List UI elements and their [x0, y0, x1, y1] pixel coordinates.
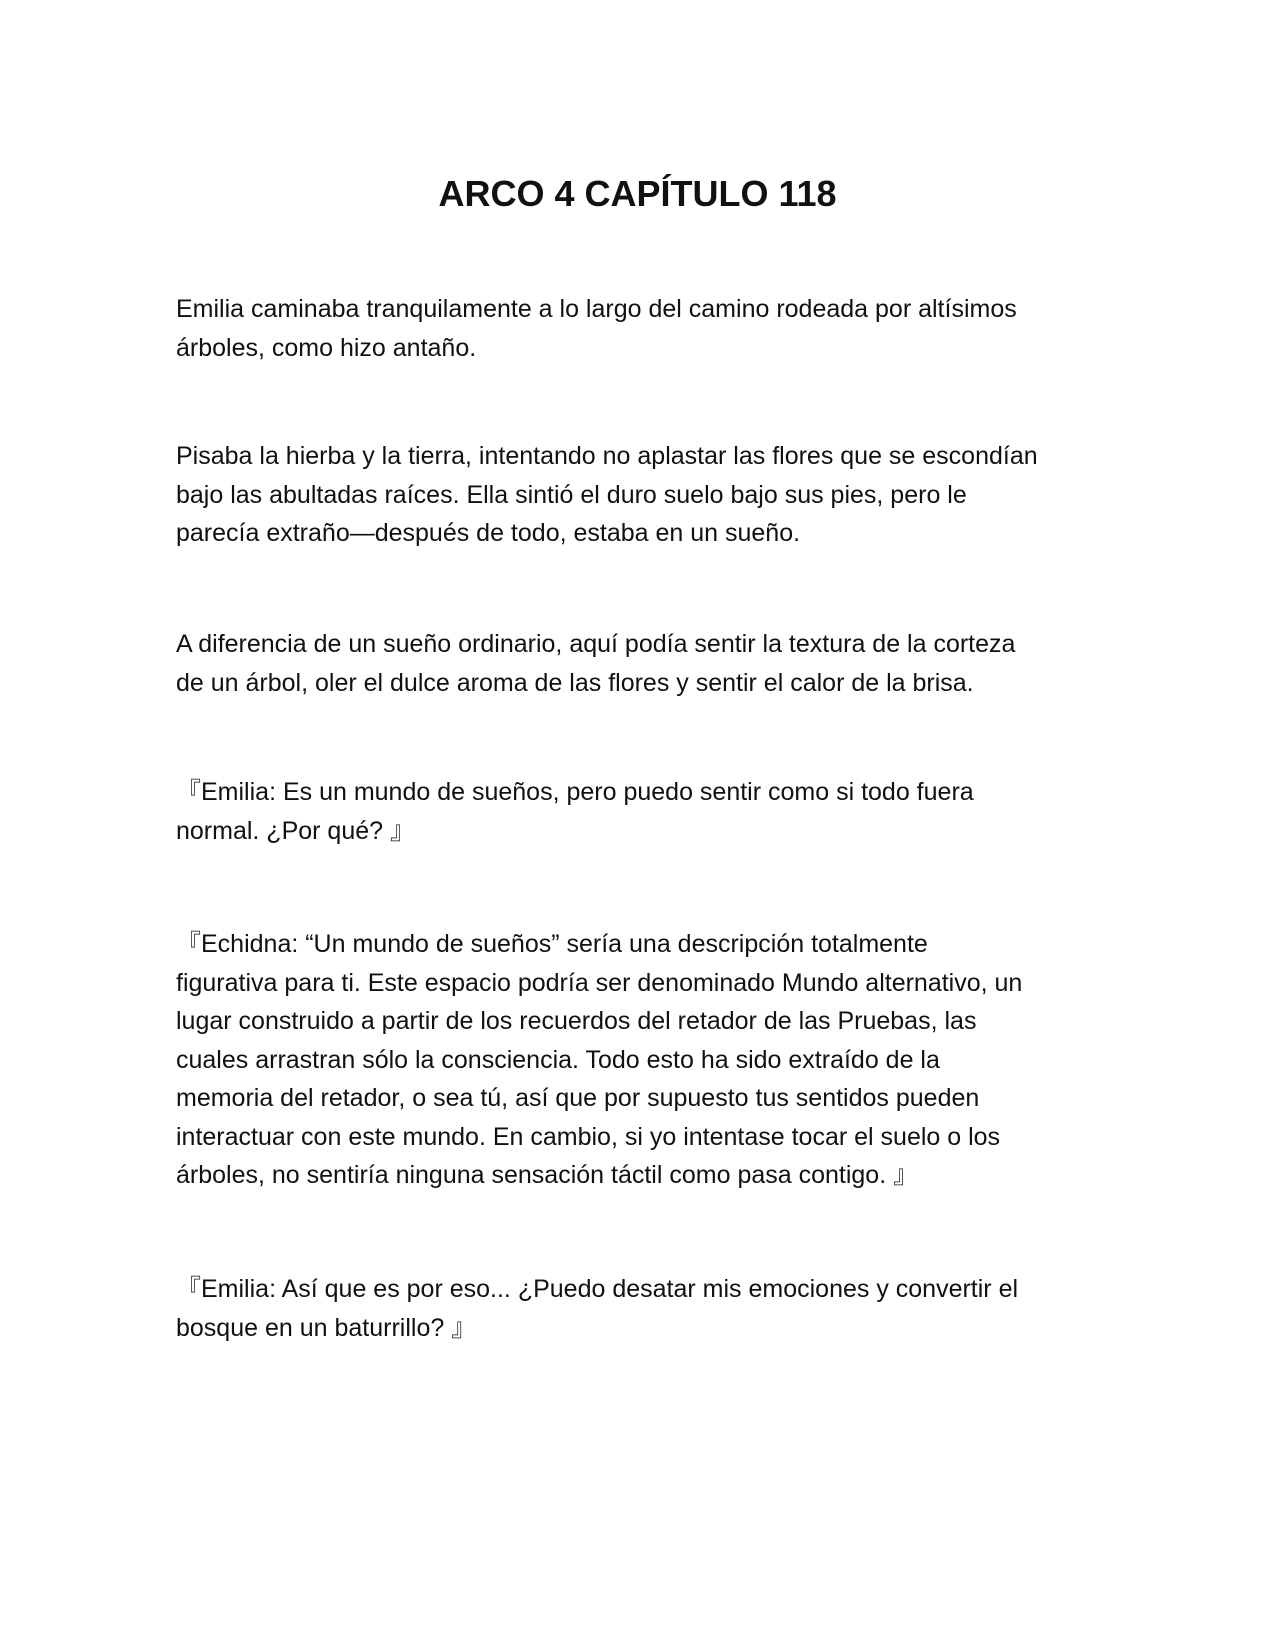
dialogue-echidna-1: 『Echidna: “Un mundo de sueños” sería una descripción totalmente figurativa para ti. Este espacio podría ser denominado Mundo alternativo, un lugar construido a partir de los recuerdos del retador de las Pruebas, las cuales arrastran sólo la consciencia. Todo esto ha sido extraído de la memoria del retador, o sea tú, así que por supuesto tus sentidos pueden interactuar con este mundo. En cambio, si yo intentase tocar el suelo o los árboles, no sentiría ninguna sensación táctil como pasa contigo. 』: [176, 930, 1023, 1189]
dialogue-emilia-1: 『Emilia: Es un mundo de sueños, pero puedo sentir como si todo fuera normal. ¿Por qué? 』: [176, 778, 974, 845]
chapter-title: ARCO 4 CAPÍTULO 118: [438, 173, 837, 215]
paragraph-2: Pisaba la hierba y la tierra, intentando no aplastar las flores que se escondían bajo las abultadas raíces. Ella sintió el duro suelo bajo sus pies, pero le parecía extraño—después de todo, estaba en un sueño.: [176, 442, 1038, 547]
dialogue-emilia-2: 『Emilia: Así que es por eso... ¿Puedo desatar mis emociones y convertir el bosque en un baturrillo? 』: [176, 1275, 1019, 1342]
paragraph-3: A diferencia de un sueño ordinario, aquí podía sentir la textura de la corteza de un árbol, oler el dulce aroma de las flores y sentir el calor de la brisa.: [176, 630, 1016, 697]
paragraph-1: Emilia caminaba tranquilamente a lo largo del camino rodeada por altísimos árboles, como hizo antaño.: [176, 295, 1017, 362]
